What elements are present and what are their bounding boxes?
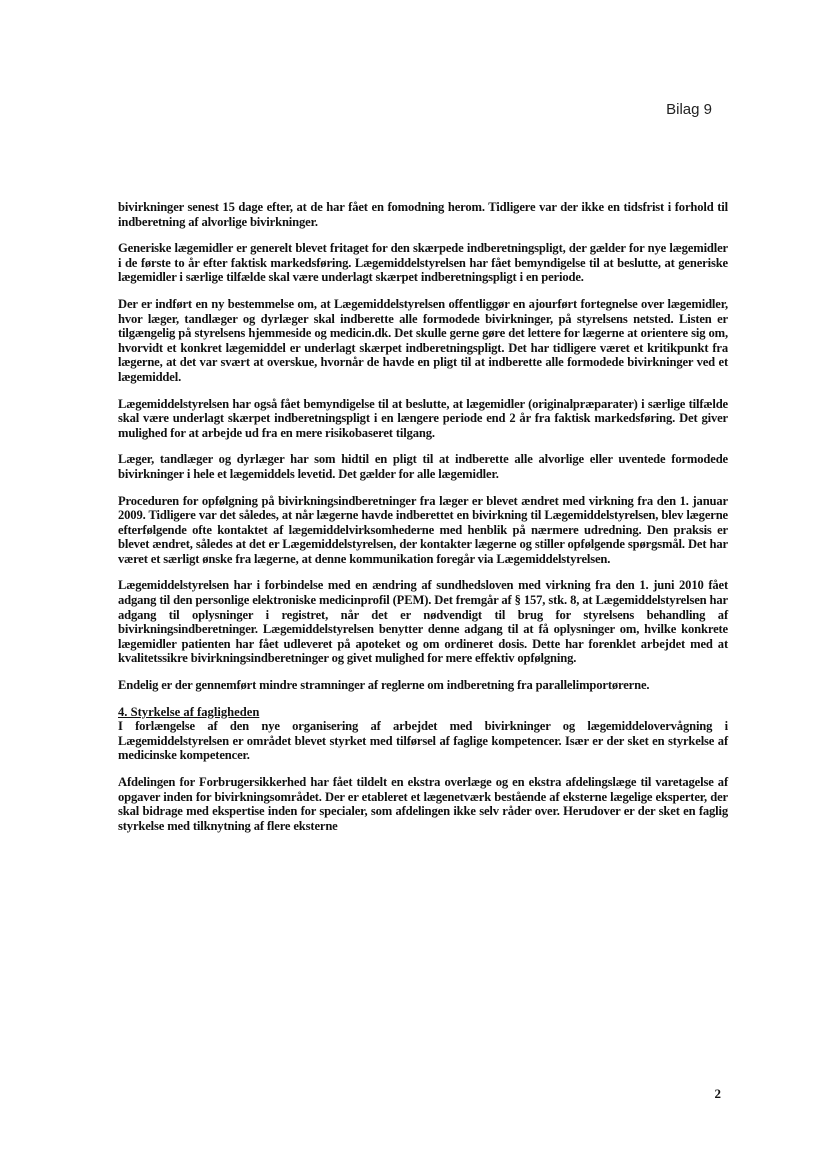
paragraph-2: Generiske lægemidler er generelt blevet fritaget for den skærpede indberetningspligt, der gælder for nye lægemidler i de første to år efter faktisk markedsføring. Lægemiddelstyrelsen har fået bemyndigelse til at beslutte, at generiske lægemidler i særlige tilfælde skal være underlagt skærpet indberetningspligt i en periode. <box>118 241 728 285</box>
paragraph-1: bivirkninger senest 15 dage efter, at de har fået en fomodning herom. Tidligere var der ikke en tidsfrist i forhold til indberetning af alvorlige bivirkninger. <box>118 200 728 229</box>
document-body <box>118 200 728 833</box>
section-heading: 4. Styrkelse af fagligheden <box>118 704 260 719</box>
section-paragraph-2: Afdelingen for Forbrugersikkerhed har fået tildelt en ekstra overlæge og en ekstra afdelingslæge til varetagelse af opgaver inden for bivirkningsområdet. Der er etableret et lægenetværk bestående af eksterne lægelige eksperter, der skal bidrage med ekspertise inden for specialer, som afdelingen ikke selv råder over. Herudover er der sket en faglig styrkelse med tilknytning af flere eksterne <box>118 775 728 833</box>
paragraph-8: Endelig er der gennemført mindre stramninger af reglerne om indberetning fra parallelimportørerne. <box>118 678 650 693</box>
page-number: 2 <box>714 1086 721 1101</box>
paragraph-3: Der er indført en ny bestemmelse om, at Lægemiddelstyrelsen offentliggør en ajourført fortegnelse over lægemidler, hvor læger, tandlæger og dyrlæger skal indberette alle formodede bivirkninger, på styrelsens netsted. Listen er tilgængelig på styrelsens hjemmeside og medicin.dk. Det skulle gerne gøre det lettere for lægerne at orientere sig om, hvorvidt et konkret lægemiddel er underlagt skærpet indberetningspligt. Det har tidligere været et kritikpunkt fra lægerne, at det var svært at overskue, hvornår de havde en pligt til at indberette alle formodede bivirkninger ved et lægemiddel. <box>118 296 728 384</box>
appendix-label: Bilag 9 <box>666 101 712 118</box>
section-paragraph-1: I forlængelse af den nye organisering af arbejdet med bivirkninger og lægemiddelovervågning i Lægemiddelstyrelsen er området blevet styrket med tilførsel af faglige kompetencer. Især er der sket en styrkelse af medicinske kompetencer. <box>118 719 728 763</box>
paragraph-5: Læger, tandlæger og dyrlæger har som hidtil en pligt til at indberette alle alvorlige eller uventede formodede bivirkninger i hele et lægemiddels levetid. Det gælder for alle lægemidler. <box>118 452 728 481</box>
paragraph-7: Lægemiddelstyrelsen har i forbindelse med en ændring af sundhedsloven med virkning fra den 1. juni 2010 fået adgang til den personlige elektroniske medicinprofil (PEM). Det fremgår af § 157, stk. 8, at Lægemiddelstyrelsen har adgang til oplysninger i registret, når det er nødvendigt til brug for styrelsens behandling af bivirkningsindberetninger. Lægemiddelstyrelsen benytter denne adgang til at få oplysninger om, hvilke konkrete lægemidler patienten har fået udleveret på apoteket og om ordineret dosis. Dette har forenklet arbejdet med at kvalitetssikre bivirkningsindberetninger og givet mulighed for mere effektiv opfølgning. <box>118 578 728 666</box>
paragraph-6: Proceduren for opfølgning på bivirkningsindberetninger fra læger er blevet ændret med virkning fra den 1. januar 2009. Tidligere var det således, at når lægerne havde indberettet en bivirkning til Lægemiddelstyrelsen, blev lægerne efterfølgende ofte kontaktet af lægemiddelvirksomhederne med henblik på nærmere udredning. Den praksis er blevet ændret, således at det er Lægemiddelstyrelsen, der kontakter lægerne og stiller opfølgende spørgsmål. Det har været et særligt ønske fra lægerne, at denne kommunikation foregår via Lægemiddelstyrelsen. <box>118 493 728 566</box>
paragraph-4: Lægemiddelstyrelsen har også fået bemyndigelse til at beslutte, at lægemidler (originalpræparater) i særlige tilfælde skal være underlagt skærpet indberetningspligt i en længere periode end 2 år fra faktisk markedsføring. Det giver mulighed for at arbejde ud fra en mere risikobaseret tilgang. <box>118 396 728 440</box>
